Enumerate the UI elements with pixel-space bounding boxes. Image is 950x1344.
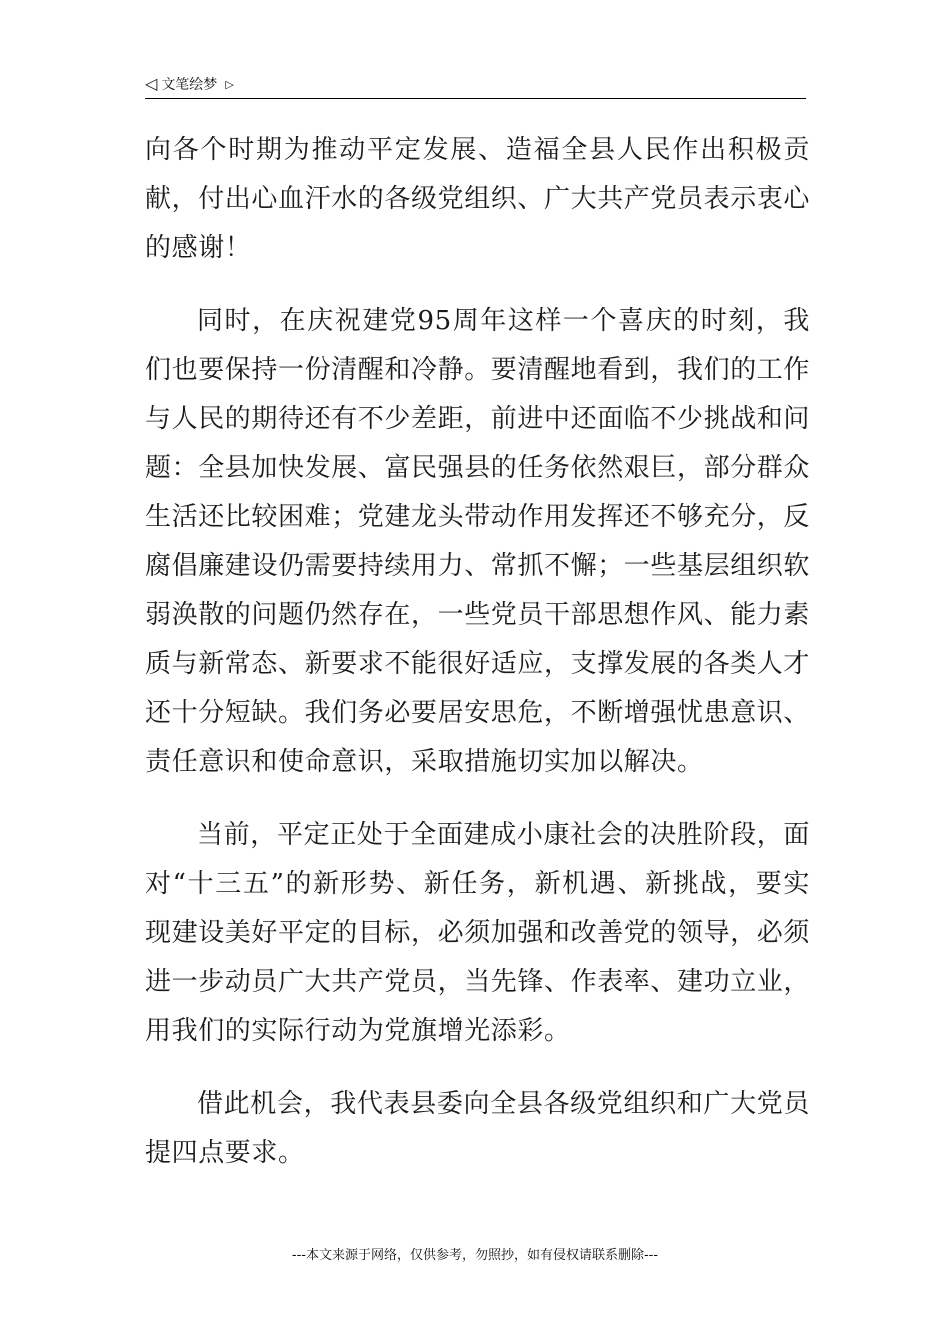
triangle-right-icon: ▷ — [225, 77, 234, 91]
paragraph-4: 借此机会，我代表县委向全县各级党组织和广大党员提四点要求。 — [145, 1089, 810, 1168]
header-brand — [145, 74, 234, 94]
document-body — [145, 126, 810, 1202]
triangle-left-icon: ◁ — [145, 74, 158, 93]
page-footer-disclaimer: ---本文来源于网络，仅供参考，勿照抄，如有侵权请联系删除--- — [291, 1248, 659, 1263]
page-header — [145, 72, 806, 99]
paragraph-3: 当前，平定正处于全面建成小康社会的决胜阶段，面对“十三五”的新形势、新任务，新机遇、新挑战，要实现建设美好平定的目标，必须加强和改善党的领导，必须进一步动员广大共产党员，当先锋、作表率、建功立业，用我们的实际行动为党旗增光添彩。 — [145, 820, 811, 1046]
header-title: 文笔绘梦 — [161, 77, 218, 93]
paragraph-1: 向各个时期为推动平定发展、造福全县人民作出积极贡献，付出心血汗水的各级党组织、广大共产党员表示衷心的感谢！ — [145, 135, 811, 263]
paragraph-2: 同时，在庆祝建党95周年这样一个喜庆的时刻，我们也要保持一份清醒和冷静。要清醒地看到，我们的工作与人民的期待还有不少差距，前进中还面临不少挑战和问题：全县加快发展、富民强县的任务依然艰巨，部分群众生活还比较困难；党建龙头带动作用发挥还不够充分，反腐倡廉建设仍需要持续用力、常抓不懈；一些基层组织软弱涣散的问题仍然存在，一些党员干部思想作风、能力素质与新常态、新要求不能很好适应，支撑发展的各类人才还十分短缺。我们务必要居安思危，不断增强忧患意识、责任意识和使命意识，采取措施切实加以解决。 — [145, 306, 811, 777]
